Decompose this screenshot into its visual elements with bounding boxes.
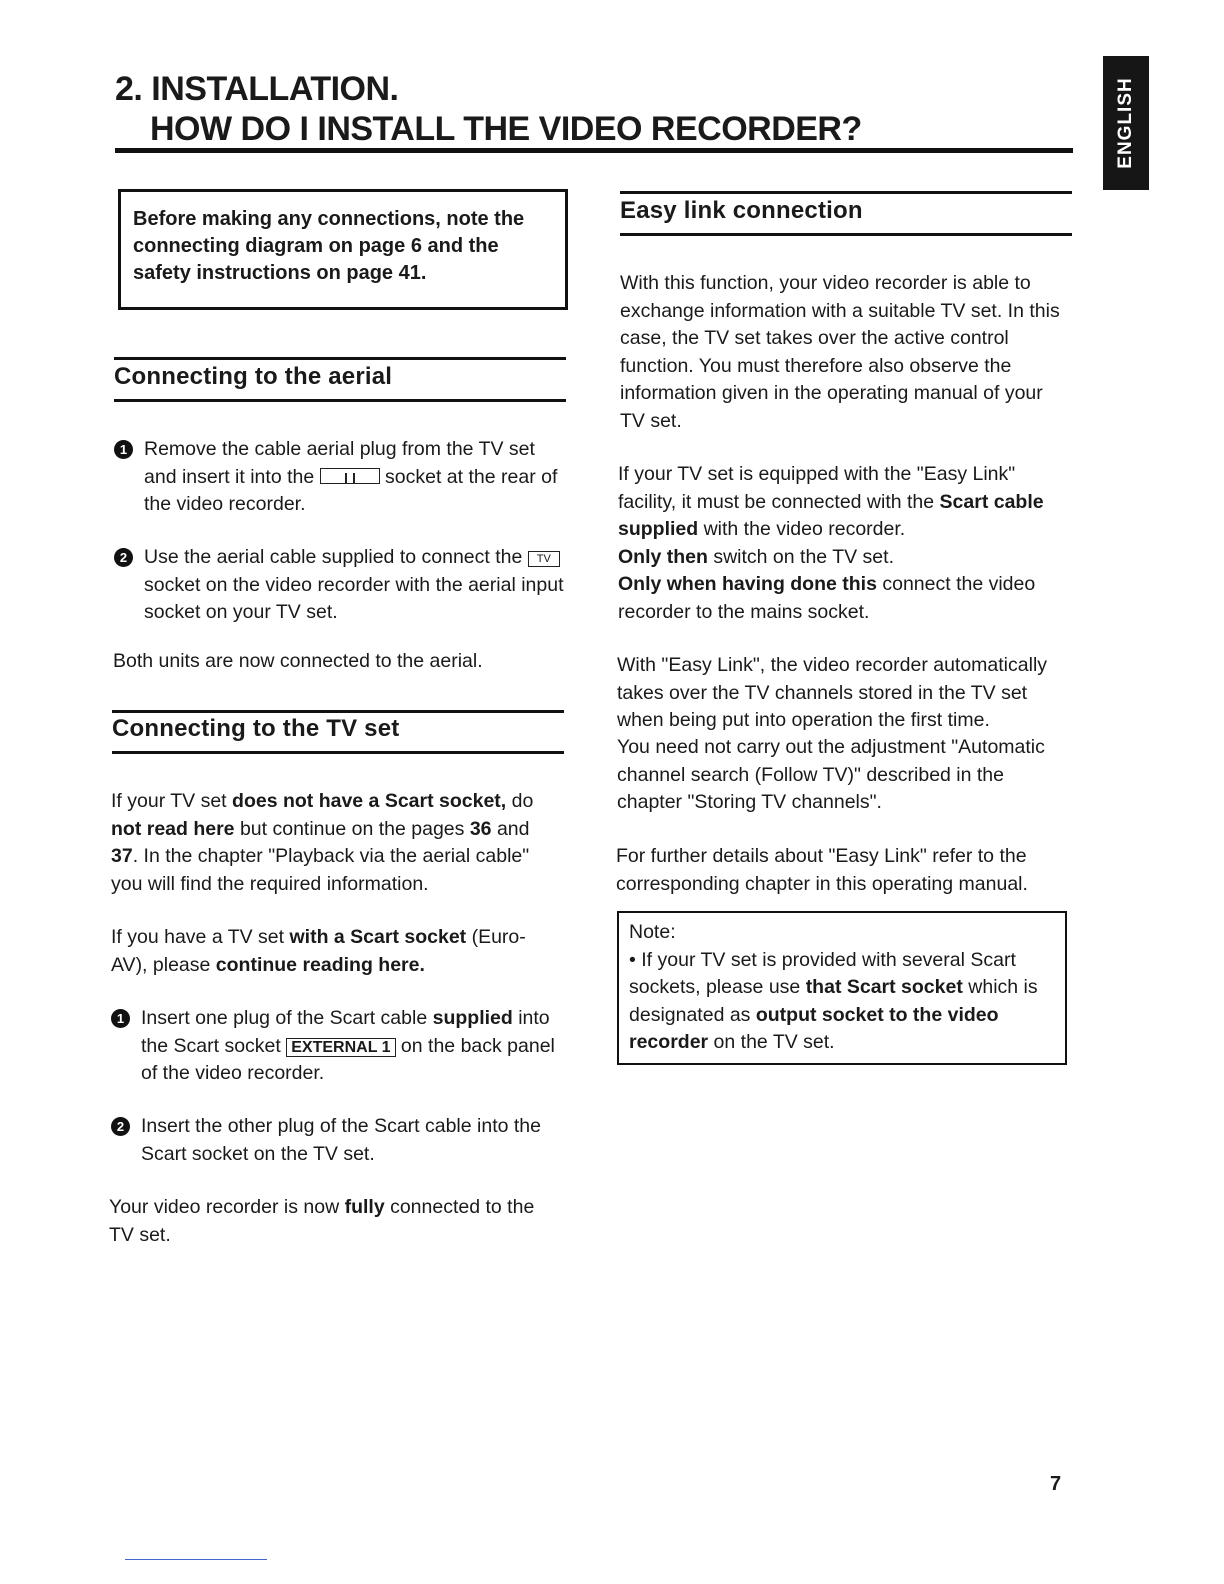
aerial-step-1-text-a: Remove the cable aerial plug from the TV set and insert it into the	[144, 438, 535, 488]
tv-conclusion-c: connected to the TV set.	[109, 1196, 535, 1246]
aerial-heading: Connecting to the aerial	[114, 363, 393, 390]
tv-p1-c: do	[506, 790, 534, 812]
tv-conclusion-a: Your video recorder is now	[109, 1196, 345, 1218]
language-tab-label: ENGLISH	[1115, 77, 1136, 169]
aerial-conclusion: Both units are now connected to the aerial.	[113, 650, 483, 672]
easylink-p2-g: connect the video recorder to the mains socket.	[618, 573, 1036, 623]
step-bullet-1: 1	[114, 440, 133, 459]
tv-conclusion-b: fully	[344, 1196, 385, 1218]
tv-heading-rule-bottom	[112, 751, 564, 754]
easylink-paragraph-3: With "Easy Link", the video recorder automatically takes over the TV channels stored in the TV set when being put into operation the first time.	[617, 654, 1048, 731]
page-title-line-2: HOW DO I INSTALL THE VIDEO RECORDER?	[150, 110, 862, 148]
note-text-b: that Scart socket	[805, 976, 963, 998]
tv-paragraph-1	[111, 788, 556, 898]
aerial-step-1	[144, 436, 564, 519]
tv-p1-h: 37	[111, 845, 133, 867]
note-box	[617, 911, 1067, 1065]
easylink-paragraph-4: You need not carry out the adjustment "Automatic channel search (Follow TV)" described in the chapter "Storing TV channels".	[617, 736, 1045, 813]
step-bullet-4: 2	[111, 1117, 130, 1136]
tv-paragraph-2	[111, 924, 556, 979]
aerial-heading-rule-top	[114, 357, 566, 360]
note-text-c: which is designated as	[629, 976, 1038, 1026]
tv-step-1	[141, 1005, 561, 1088]
easylink-p2-e: switch on the TV set.	[707, 545, 894, 568]
aerial-step-2-text-b: socket on the video recorder with the aerial input socket on your TV set.	[144, 573, 564, 623]
tv-socket-icon: TV	[528, 551, 560, 567]
tv-p1-f: 36	[469, 817, 492, 840]
tv-p1-d: not read here	[111, 817, 235, 840]
easylink-heading-rule-bottom	[620, 233, 1072, 236]
tv-step-1-b: supplied	[432, 1007, 513, 1029]
tv-p1-i: . In the chapter "Playback via the aerial cable" you will find the required information.	[111, 845, 530, 895]
easylink-paragraph-2	[618, 461, 1072, 626]
easylink-paragraph-1: With this function, your video recorder is able to exchange information with a suitable TV set. In this case, the TV set takes over the active control function. You must therefore also observe the information given in the operating manual of your TV set.	[620, 272, 1060, 432]
tv-heading-rule-top	[112, 710, 564, 713]
warning-text: Before making any connections, note the connecting diagram on page 6 and the safety instructions on page 41.	[133, 208, 525, 284]
aerial-step-1-text-b: socket at the rear of the video recorder.	[144, 465, 558, 515]
easylink-heading: Easy link connection	[620, 197, 863, 224]
easylink-heading-rule-top	[620, 191, 1072, 194]
tv-step-1-d: on the back panel of the video recorder.	[141, 1034, 555, 1084]
note-text-a: If your TV set is provided with several Scart sockets, please use	[629, 948, 1016, 998]
note-bullet: •	[629, 948, 636, 971]
aerial-step-2-text-a: Use the aerial cable supplied to connect the	[144, 546, 523, 568]
footer-link-line	[125, 1559, 267, 1560]
step-bullet-3: 1	[111, 1009, 130, 1028]
aerial-socket-icon	[320, 468, 380, 484]
note-text-e: on the TV set.	[708, 1031, 835, 1053]
aerial-heading-rule-bottom	[114, 399, 566, 402]
language-tab	[1103, 56, 1149, 190]
tv-p2-c: (Euro-AV), please	[111, 926, 526, 976]
page-title-line-1: 2. INSTALLATION.	[115, 70, 399, 108]
note-label: Note:	[629, 921, 676, 943]
note-text	[629, 947, 1055, 1057]
easylink-paragraph-5: For further details about "Easy Link" refer to the corresponding chapter in this operating manual.	[616, 845, 1028, 895]
tv-heading: Connecting to the TV set	[112, 715, 400, 742]
tv-p2-d: continue reading here.	[215, 953, 425, 976]
easylink-p2-c: with the video recorder.	[698, 518, 906, 540]
tv-p1-b: does not have a Scart socket,	[232, 790, 507, 812]
easylink-p2-d: Only then	[618, 545, 708, 568]
page-number: 7	[1050, 1473, 1062, 1495]
external-1-socket-label: EXTERNAL 1	[286, 1038, 395, 1057]
tv-p2-b: with a Scart socket	[289, 926, 467, 948]
title-rule	[115, 148, 1073, 153]
easylink-p2-b: Scart cable supplied	[618, 490, 1044, 540]
easylink-p2-a: If your TV set is equipped with the "Easy Link" facility, it must be connected with the	[618, 463, 1016, 513]
warning-box	[118, 189, 568, 310]
aerial-step-2	[144, 544, 564, 627]
tv-p2-a: If you have a TV set	[111, 926, 290, 948]
step-bullet-2: 2	[114, 548, 133, 567]
tv-conclusion	[109, 1194, 559, 1249]
tv-step-2: Insert the other plug of the Scart cable into the Scart socket on the TV set.	[141, 1115, 541, 1165]
note-text-d: output socket to the video recorder	[629, 1003, 999, 1053]
tv-p1-g: and	[491, 817, 530, 840]
tv-p1-a: If your TV set	[111, 790, 233, 812]
tv-step-1-c: into the Scart socket	[141, 1007, 550, 1057]
tv-step-1-a: Insert one plug of the Scart cable	[141, 1007, 433, 1029]
easylink-p2-f: Only when having done this	[618, 573, 877, 595]
tv-p1-e: but continue on the pages	[234, 817, 470, 840]
